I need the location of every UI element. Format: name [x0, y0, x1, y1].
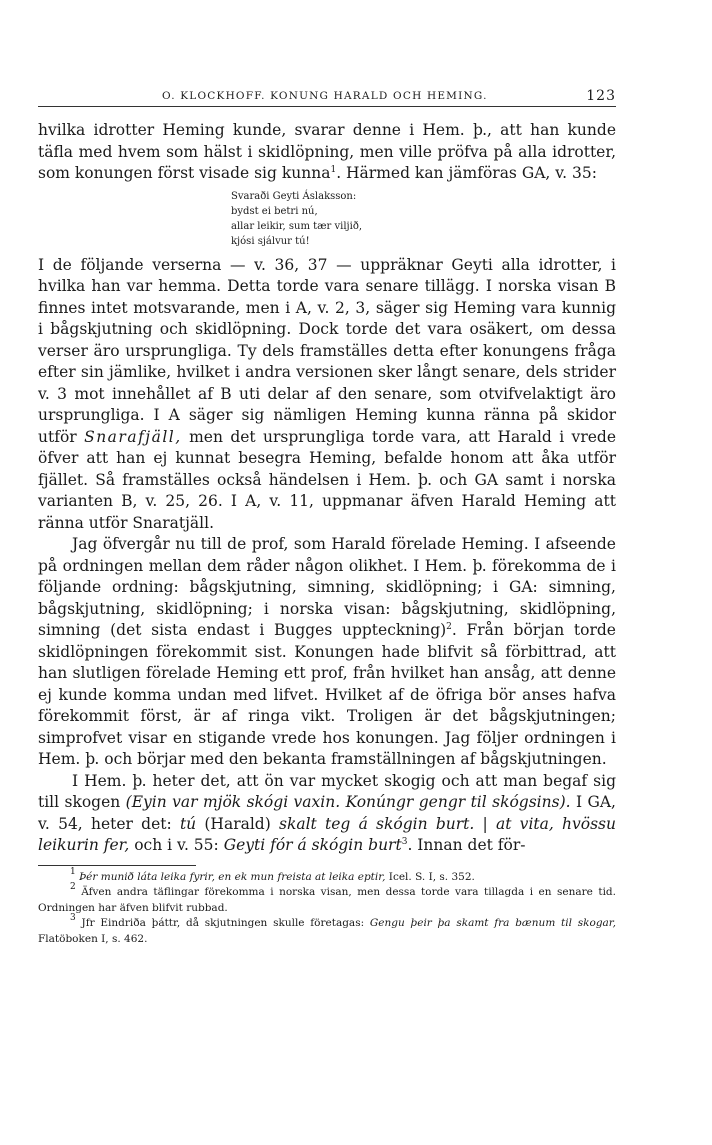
quote-italic: at vita, hvössu leikurin fer, [38, 814, 616, 854]
footnotes [38, 866, 617, 948]
book-page [38, 84, 616, 947]
verse-quote [231, 189, 616, 249]
main-text [38, 120, 616, 857]
verse-line: Svaraði Geyti Áslaksson: [231, 190, 357, 202]
footnote-2: $^2$ Äfven andra täflingar förekomma i norska visan, men dessa torde vara tillagda i en senare tid. Ordningen har äfven blifvit rubbad. [38, 882, 616, 914]
quote-italic: tú [179, 814, 197, 833]
paragraph-1: hvilka idrotter Heming kunde, svarar denne i Hem. þ., att han kunde täfla med hvem som hälst i skidlöpning, men ville pröfva på alla idrotter, som konungen först visade sig kunna$^1$. Härmed kan jämföras GA, v. 35: [38, 121, 616, 182]
quote-italic: skalt teg á skógin burt. [279, 814, 475, 833]
footnote-ref-1: 1 [330, 165, 337, 175]
quote-italic: (Eyin var mjök skógi vaxin. Konúngr gengr til skógsins). [125, 793, 571, 811]
paragraph-2: I de följande verserna — v. 36, 37 — uppräknar Geyti alla idrotter, i hvilka han var hemma. Detta torde vara senare tillägg. I norska visan B finnes intet motsvarande, men i A, v. 2, 3, säger sig Heming vara kunnig i bågskjutning och skidlöpning. Dock torde det vara osäkert, om dessa verser äro ursprungliga. Ty dels framställes detta efter konungens fråga efter sin jämlike, hvilket i andra versionen sker långt senare, dels strider v. 3 mot innehållet af B uti delar af den senare, som otvifvelaktigt äro ursprungliga. I A säger sig nämligen Heming kunna ränna på skidor utför Snarafjäll, men det ursprungliga torde vara, att Harald i vrede öfver att han ej kunnat besegra Heming, befalde honom att åka utför fjället. Så framställes också händelsen i Hem. þ. och GA samt i norska varianten B, v. 25, 26. I A, v. 11, uppmanar äfven Harald Heming att ränna utför Snaratjäll. [38, 255, 616, 532]
verse-line: kjósi sjálvur tú! [231, 235, 310, 247]
emphasis: Snarafjäll, [84, 427, 182, 446]
running-title: O. KLOCKHOFF. KONUNG HARALD OCH HEMING. [162, 90, 488, 102]
footnote-1: $^1$ Þér munið láta leika fyrir, en ek mun freista at leika eptir, Icel. S. I, s. 352. [70, 866, 475, 883]
quote-italic: Geyti fór á skógin burt [223, 836, 402, 854]
paragraph-4: I Hem. þ. heter det, att ön var mycket skogig och att man begaf sig till skogen (Eyin var mjök skógi vaxin. Konúngr gengr til skógsins). I GA, v. 54, heter det: tú (Harald) skalt teg á skógin burt. | at vita, hvössu leikurin fer, och i v. 55: Geyti fór á skógin burt$^3$. Innan det för- [38, 771, 616, 854]
page-number: 123 [586, 88, 616, 104]
paragraph-3: Jag öfvergår nu till de prof, som Harald förelade Heming. I afseende på ordningen mellan dem råder någon olikhet. I Hem. þ. förekomma de i följande ordning: bågskjutning, simning, skidlöpning; i GA: simning, bågskjutning, skidlöpning; i norska visan: bågskjutning, skidlöpning, simning (det sista endast i Bugges uppteckning)$^2$. Från början torde skidlöpningen förekommit sist. Konungen hade blifvit så förbittrad, att han slutligen förelade Heming ett prof, från hvilket han ansåg, att denne ej kunde komma undan med lifvet. Hvilket af de öfriga bör anses hafva förekommit först, är af ringa vikt. Troligen är det bågskjutningen; simprofvet visar en stigande vrede hos konungen. Jag följer ordningen i Hem. þ. och börjar med den bekanta framställningen af bågskjutningen. [38, 535, 616, 768]
footnote-3: $^3$ Jfr Eindriða þáttr, då skjutningen skulle företagas: Gengu þeir þa skamt fra bænum til skogar, Flatöboken I, s. 462. [38, 913, 617, 945]
verse-line: bydst ei betri nú, [231, 205, 318, 217]
footnote-ref-3: 3 [401, 837, 408, 847]
verse-line: allar leikir, sum tær viljið, [231, 220, 363, 232]
footnote-ref-2: 2 [446, 622, 452, 632]
footnote-divider [38, 865, 196, 866]
running-header [38, 84, 616, 107]
